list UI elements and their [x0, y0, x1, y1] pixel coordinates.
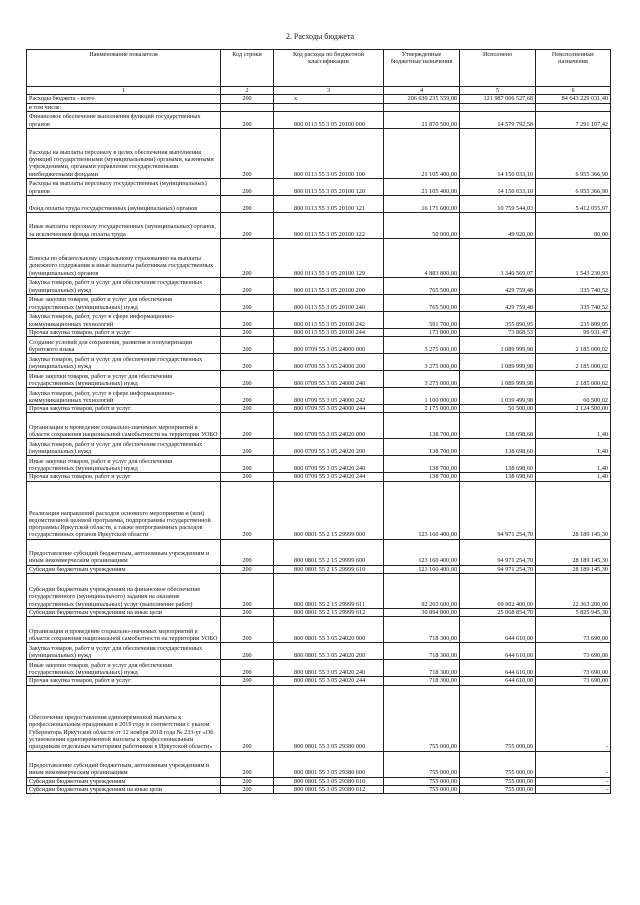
row-name: Иные закупки товаров, работ и услуг для обеспечения государственных (муниципальных) нужд	[27, 660, 221, 677]
row-budget-code: 800 0801 55 3 05 29380 600	[274, 751, 384, 777]
table-body	[27, 95, 611, 794]
row-executed: 355 890,95	[460, 311, 536, 328]
row-budget-code: 800 0113 55 3 05 20100 129	[274, 238, 384, 277]
row-budget-code: 800 0801 55 3 05 24020 200	[274, 643, 384, 660]
column-number: 2	[221, 87, 274, 95]
table-row	[27, 128, 611, 178]
table-row	[27, 473, 611, 481]
row-budget-code: 800 0801 55 3 05 24020 000	[274, 617, 384, 643]
table-row	[27, 195, 611, 212]
row-approved: 21 105 400,00	[384, 128, 460, 178]
row-remaining: 1,40	[536, 413, 611, 439]
row-executed: 644 610,00	[460, 643, 536, 660]
row-remaining: 73 690,00	[536, 660, 611, 677]
row-approved: 138 700,00	[384, 413, 460, 439]
row-line-code: 200	[221, 294, 274, 311]
column-number: 1	[27, 87, 221, 95]
row-line-code: 200	[221, 405, 274, 413]
row-line-code: 200	[221, 481, 274, 539]
row-budget-code: 800 0801 55 3 05 29380 610	[274, 777, 384, 785]
row-line-code: 200	[221, 212, 274, 238]
row-line-code: 200	[221, 337, 274, 354]
row-executed: 138 698,60	[460, 413, 536, 439]
row-remaining: 73 690,00	[536, 677, 611, 685]
table-row	[27, 294, 611, 311]
row-budget-code: 800 0709 55 3 05 24000 200	[274, 354, 384, 371]
row-executed: 1 089 999,98	[460, 337, 536, 354]
row-remaining: 1,40	[536, 473, 611, 481]
row-executed: 94 971 254,70	[460, 565, 536, 573]
row-budget-code: x	[274, 95, 384, 103]
row-remaining: 2 185 000,02	[536, 354, 611, 371]
row-executed: 1 089 999,98	[460, 371, 536, 388]
row-approved: 21 870 500,00	[384, 111, 460, 128]
row-line-code: 200	[221, 311, 274, 328]
row-approved: 123 160 400,00	[384, 539, 460, 565]
row-line-code	[221, 103, 274, 111]
row-name: Закупка товаров, работ и услуг для обеспечения государственных (муниципальных) нужд	[27, 354, 221, 371]
row-executed: 1 039 499,98	[460, 388, 536, 405]
row-approved: 92 265 600,00	[384, 574, 460, 609]
column-number: 4	[384, 87, 460, 95]
row-budget-code: 800 0709 55 3 05 24020 000	[274, 413, 384, 439]
row-approved: 718 300,00	[384, 660, 460, 677]
row-name: Расходы на выплаты персоналу в целях обеспечения выполнения функций государственными (муниципальными) органами, казенными учреждениями, органами управления государственными внебюджетными фондами	[27, 128, 221, 178]
table-row	[27, 785, 611, 793]
row-line-code: 200	[221, 238, 274, 277]
row-approved: 718 300,00	[384, 617, 460, 643]
row-approved: 3 275 000,00	[384, 371, 460, 388]
row-remaining: -	[536, 777, 611, 785]
header-line-code: Код строки	[221, 50, 274, 87]
row-name: Иные выплаты персоналу государственных (муниципальных) органов, за исключением фонда оплаты труда	[27, 212, 221, 238]
row-name: Обеспечение предоставления единовременной выплаты к профессиональным праздникам в 2019 году в соответствии с указом Губернатора Иркутской области от 12 ноября 2018 года № 233-уг «Об установлении единовременной выплаты к профессиональным праздникам отдельным категориям работников в Иркутской области»	[27, 685, 221, 751]
column-number-row	[27, 87, 611, 95]
row-budget-code: 800 0113 55 3 05 20100 100	[274, 128, 384, 178]
row-line-code: 200	[221, 111, 274, 128]
row-remaining: 335 740,52	[536, 294, 611, 311]
row-executed: 121 987 006 527,68	[460, 95, 536, 103]
table-row	[27, 337, 611, 354]
row-approved: 718 300,00	[384, 677, 460, 685]
row-executed: 69 902 400,00	[460, 574, 536, 609]
row-line-code: 200	[221, 178, 274, 195]
row-executed: 49 920,00	[460, 212, 536, 238]
row-executed: 644 610,00	[460, 677, 536, 685]
row-remaining: 73 690,00	[536, 617, 611, 643]
row-name: Субсидии бюджетным учреждениям	[27, 777, 221, 785]
row-name: Взносы по обязательному социальному страхованию на выплаты денежного содержания и иные выплаты работникам государственных (муниципальных) органов	[27, 238, 221, 277]
row-budget-code: 800 0709 55 3 05 24020 200	[274, 439, 384, 456]
header-row	[27, 50, 611, 87]
row-name: Предоставление субсидий бюджетным, автономным учреждениям и иным некоммерческим организациям	[27, 751, 221, 777]
row-remaining: 7 291 107,42	[536, 111, 611, 128]
column-number: 6	[536, 87, 611, 95]
row-budget-code: 800 0801 55 3 05 29380 612	[274, 785, 384, 793]
row-name: Закупка товаров, работ и услуг для обеспечения государственных (муниципальных) нужд	[27, 277, 221, 294]
row-approved: 3 275 000,00	[384, 337, 460, 354]
row-name: Прочая закупка товаров, работ и услуг	[27, 328, 221, 336]
row-name: Создание условий для сохранения, развития и популяризации бурятского языка	[27, 337, 221, 354]
row-executed: 755 000,00	[460, 777, 536, 785]
row-line-code: 200	[221, 685, 274, 751]
row-approved: 755 000,00	[384, 785, 460, 793]
row-approved: 21 105 400,00	[384, 178, 460, 195]
row-line-code: 200	[221, 413, 274, 439]
table-row	[27, 103, 611, 111]
row-executed: 94 971 254,70	[460, 481, 536, 539]
row-line-code: 200	[221, 751, 274, 777]
row-approved: 755 000,00	[384, 685, 460, 751]
row-name: Субсидии бюджетным учреждениям	[27, 565, 221, 573]
row-remaining: 84 643 229 031,40	[536, 95, 611, 103]
row-executed: 10 759 544,03	[460, 195, 536, 212]
row-remaining: -	[536, 685, 611, 751]
row-remaining: 80,00	[536, 212, 611, 238]
row-executed: 755 000,00	[460, 785, 536, 793]
row-budget-code: 800 0113 55 3 05 20100 240	[274, 294, 384, 311]
table-row	[27, 388, 611, 405]
row-line-code: 200	[221, 609, 274, 617]
row-name: Субсидии бюджетным учреждениям на иные цели	[27, 785, 221, 793]
row-budget-code: 800 0801 55 2 15 29999 000	[274, 481, 384, 539]
row-approved: 206 630 235 559,08	[384, 95, 460, 103]
row-executed: 25 068 854,70	[460, 609, 536, 617]
row-line-code: 200	[221, 539, 274, 565]
table-row	[27, 574, 611, 609]
row-line-code: 200	[221, 371, 274, 388]
row-approved: 16 171 600,00	[384, 195, 460, 212]
table-row	[27, 685, 611, 751]
row-executed: 138 698,60	[460, 439, 536, 456]
row-executed: 73 868,53	[460, 328, 536, 336]
row-name: Закупка товаров, работ, услуг в сфере информационно-коммуникационных технологий	[27, 388, 221, 405]
row-line-code: 200	[221, 354, 274, 371]
row-name: Субсидии бюджетным учреждениям на финансовое обеспечение государственного (муниципального) задания на оказание государственных (муниципальных) услуг (выполнение работ)	[27, 574, 221, 609]
row-approved: 123 160 400,00	[384, 481, 460, 539]
row-approved: 2 175 000,00	[384, 405, 460, 413]
row-budget-code: 800 0801 55 3 05 29380 000	[274, 685, 384, 751]
row-remaining: 2 185 000,02	[536, 337, 611, 354]
row-name: Прочая закупка товаров, работ и услуг	[27, 473, 221, 481]
row-budget-code: 800 0801 55 3 05 24020 240	[274, 660, 384, 677]
table-row	[27, 660, 611, 677]
row-budget-code: 800 0113 55 3 05 20100 120	[274, 178, 384, 195]
header-remaining: Неисполненные назначения	[536, 50, 611, 87]
row-budget-code: 800 0801 55 2 15 29999 611	[274, 574, 384, 609]
row-budget-code: 800 0113 55 3 05 20100 121	[274, 195, 384, 212]
row-remaining: 99 931,47	[536, 328, 611, 336]
row-line-code: 200	[221, 95, 274, 103]
table-row	[27, 371, 611, 388]
row-approved: 765 500,00	[384, 277, 460, 294]
row-name: Предоставление субсидий бюджетным, автономным учреждениям и иным некоммерческим организациям	[27, 539, 221, 565]
table-row	[27, 539, 611, 565]
row-approved: 173 800,00	[384, 328, 460, 336]
row-remaining: 5 412 055,97	[536, 195, 611, 212]
header-executed: Исполнено	[460, 50, 536, 87]
row-line-code: 200	[221, 473, 274, 481]
row-remaining: 2 124 500,00	[536, 405, 611, 413]
row-remaining: 28 189 145,30	[536, 481, 611, 539]
row-name: Расходы бюджета - всего	[27, 95, 221, 103]
row-line-code: 200	[221, 785, 274, 793]
row-approved: 30 894 800,00	[384, 609, 460, 617]
row-executed: 429 759,48	[460, 277, 536, 294]
row-line-code: 200	[221, 277, 274, 294]
table-row	[27, 456, 611, 473]
row-executed: 138 698,60	[460, 473, 536, 481]
row-budget-code: 800 0801 55 2 15 29999 600	[274, 539, 384, 565]
row-executed: 138 698,60	[460, 456, 536, 473]
row-remaining: 28 189 145,30	[536, 565, 611, 573]
table-row	[27, 751, 611, 777]
row-executed	[460, 103, 536, 111]
row-remaining	[536, 103, 611, 111]
row-executed: 429 759,48	[460, 294, 536, 311]
row-budget-code: 800 0801 55 3 05 24020 244	[274, 677, 384, 685]
row-executed: 14 579 792,58	[460, 111, 536, 128]
table-row	[27, 311, 611, 328]
row-line-code: 200	[221, 777, 274, 785]
table-row	[27, 405, 611, 413]
row-approved: 1 100 000,00	[384, 388, 460, 405]
header-approved: Утвержденные бюджетные назначения	[384, 50, 460, 87]
table-row	[27, 617, 611, 643]
column-number: 5	[460, 87, 536, 95]
row-remaining: 335 740,52	[536, 277, 611, 294]
table-row	[27, 212, 611, 238]
row-remaining: 5 825 945,30	[536, 609, 611, 617]
row-name: Иные закупки товаров, работ и услуг для обеспечения государственных (муниципальных) нужд	[27, 371, 221, 388]
table-row	[27, 565, 611, 573]
row-name: Организация и проведение социально-значимых мероприятий в области сохранения национальной самобытности на территории УОБО	[27, 413, 221, 439]
row-remaining: 6 955 366,90	[536, 128, 611, 178]
row-remaining: 73 690,00	[536, 643, 611, 660]
row-budget-code: 800 0113 55 3 05 20100 242	[274, 311, 384, 328]
row-approved: 718 300,00	[384, 643, 460, 660]
header-budget-code: Код расхода по бюджетной классификации	[274, 50, 384, 87]
row-remaining: 1,40	[536, 439, 611, 456]
row-approved: 3 275 000,00	[384, 354, 460, 371]
table-row	[27, 328, 611, 336]
row-name: Закупка товаров, работ и услуг для обеспечения государственных (муниципальных) нужд	[27, 439, 221, 456]
row-budget-code: 800 0113 55 3 05 20100 000	[274, 111, 384, 128]
row-line-code: 200	[221, 643, 274, 660]
row-remaining: 235 809,05	[536, 311, 611, 328]
row-name: в том числе:	[27, 103, 221, 111]
row-approved: 123 160 400,00	[384, 565, 460, 573]
row-name: Реализация направлений расходов основного мероприятия и (или) ведомственной целевой программы, подпрограммы государственной программы Иркутской области, а также непрограммных расходов государственных органов Иркутской области	[27, 481, 221, 539]
row-budget-code: 800 0709 55 3 05 24020 244	[274, 473, 384, 481]
table-row	[27, 643, 611, 660]
row-budget-code: 800 0709 55 3 05 24000 240	[274, 371, 384, 388]
row-line-code: 200	[221, 456, 274, 473]
row-remaining: 1,40	[536, 456, 611, 473]
row-remaining: 1 543 230,93	[536, 238, 611, 277]
row-approved: 755 000,00	[384, 751, 460, 777]
row-line-code: 200	[221, 617, 274, 643]
table-row	[27, 178, 611, 195]
row-budget-code: 800 0709 55 3 05 24020 240	[274, 456, 384, 473]
row-approved: 591 700,00	[384, 311, 460, 328]
row-name: Фонд оплаты труда государственных (муниципальных) органов	[27, 195, 221, 212]
row-remaining: 28 189 145,30	[536, 539, 611, 565]
expenditure-table	[26, 49, 611, 794]
row-remaining: -	[536, 751, 611, 777]
row-name: Расходы на выплаты персоналу государственных (муниципальных) органов	[27, 178, 221, 195]
row-approved	[384, 103, 460, 111]
row-budget-code	[274, 103, 384, 111]
header-indicator-name: Наименование показателя	[27, 50, 221, 87]
row-line-code: 200	[221, 388, 274, 405]
row-budget-code: 800 0709 55 3 05 24000 000	[274, 337, 384, 354]
row-line-code: 200	[221, 439, 274, 456]
table-row	[27, 354, 611, 371]
row-remaining: 60 500,02	[536, 388, 611, 405]
row-remaining: -	[536, 785, 611, 793]
row-budget-code: 800 0801 55 2 15 29999 610	[274, 565, 384, 573]
table-row	[27, 677, 611, 685]
row-executed: 1 089 999,98	[460, 354, 536, 371]
row-line-code: 200	[221, 660, 274, 677]
table-row	[27, 481, 611, 539]
row-name: Субсидии бюджетным учреждениям на иные цели	[27, 609, 221, 617]
row-line-code: 200	[221, 677, 274, 685]
row-executed: 50 500,00	[460, 405, 536, 413]
row-line-code: 200	[221, 328, 274, 336]
row-executed: 3 340 569,07	[460, 238, 536, 277]
row-executed: 755 000,00	[460, 751, 536, 777]
row-remaining: 2 185 000,02	[536, 371, 611, 388]
row-remaining: 6 955 366,90	[536, 178, 611, 195]
row-executed: 94 971 254,70	[460, 539, 536, 565]
row-line-code: 200	[221, 128, 274, 178]
table-row	[27, 111, 611, 128]
row-name: Иные закупки товаров, работ и услуг для обеспечения государственных (муниципальных) нужд	[27, 294, 221, 311]
row-budget-code: 800 0709 55 3 05 24000 242	[274, 388, 384, 405]
row-approved: 4 883 800,00	[384, 238, 460, 277]
row-line-code: 200	[221, 574, 274, 609]
row-remaining: 22 363 200,00	[536, 574, 611, 609]
table-row	[27, 95, 611, 103]
row-name: Прочая закупка товаров, работ и услуг	[27, 677, 221, 685]
row-line-code: 200	[221, 195, 274, 212]
row-approved: 138 700,00	[384, 473, 460, 481]
row-executed: 644 610,00	[460, 660, 536, 677]
row-budget-code: 800 0801 55 2 15 29999 612	[274, 609, 384, 617]
row-name: Закупка товаров, работ и услуг для обеспечения государственных (муниципальных) нужд	[27, 643, 221, 660]
row-approved: 755 000,00	[384, 777, 460, 785]
row-executed: 14 150 033,10	[460, 128, 536, 178]
column-number: 3	[274, 87, 384, 95]
row-approved: 50 000,00	[384, 212, 460, 238]
row-name: Закупка товаров, работ, услуг в сфере информационно-коммуникационных технологий	[27, 311, 221, 328]
table-row	[27, 609, 611, 617]
row-name: Финансовое обеспечение выполнения функций государственных органов	[27, 111, 221, 128]
row-line-code: 200	[221, 565, 274, 573]
row-budget-code: 800 0113 55 3 05 20100 244	[274, 328, 384, 336]
table-row	[27, 777, 611, 785]
table-row	[27, 238, 611, 277]
row-name: Организация и проведение социально-значимых мероприятий в области сохранения национальной самобытности на территории УОБО	[27, 617, 221, 643]
table-row	[27, 277, 611, 294]
row-name: Иные закупки товаров, работ и услуг для обеспечения государственных (муниципальных) нужд	[27, 456, 221, 473]
row-executed: 14 150 033,10	[460, 178, 536, 195]
row-executed: 644 610,00	[460, 617, 536, 643]
page-title: 2. Расходы бюджета	[285, 32, 355, 41]
row-budget-code: 800 0113 55 3 05 20100 122	[274, 212, 384, 238]
row-budget-code: 800 0709 55 3 05 24000 244	[274, 405, 384, 413]
row-executed: 755 000,00	[460, 685, 536, 751]
table-row	[27, 439, 611, 456]
row-approved: 138 700,00	[384, 439, 460, 456]
table-row	[27, 413, 611, 439]
row-approved: 138 700,00	[384, 456, 460, 473]
row-budget-code: 800 0113 55 3 05 20100 200	[274, 277, 384, 294]
row-approved: 765 500,00	[384, 294, 460, 311]
row-name: Прочая закупка товаров, работ и услуг	[27, 405, 221, 413]
